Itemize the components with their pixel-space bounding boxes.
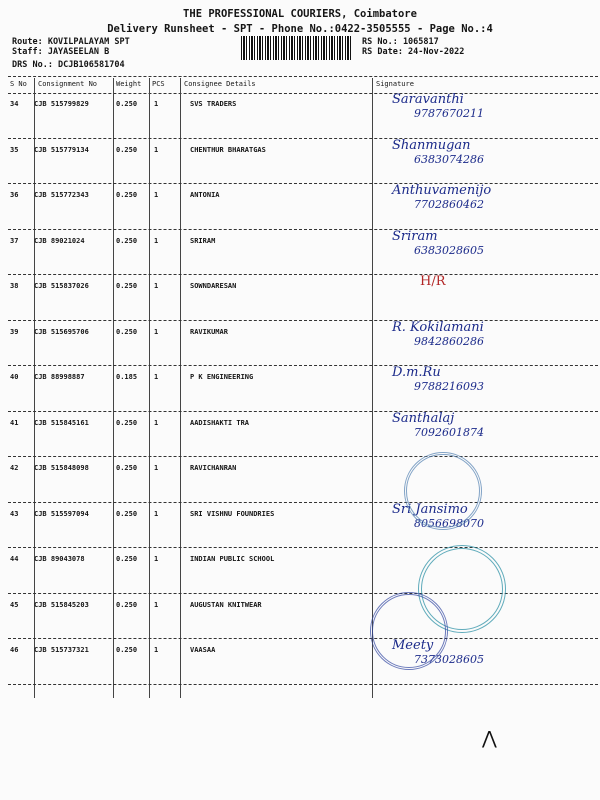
handwritten-signature [392, 138, 484, 166]
row-separator [8, 320, 598, 321]
cell-consignee: VAASAA [190, 646, 216, 654]
row-separator [8, 138, 598, 139]
cell-consignee: AADISHAKTI TRA [190, 418, 250, 427]
signature-name: Sriram [392, 228, 438, 244]
handwritten-signature [392, 365, 484, 393]
col-consignment: Consignment No [38, 80, 98, 88]
cell-sno: 42 [10, 464, 19, 472]
cell-sno: 46 [10, 646, 19, 654]
cell-weight: 0.250 [116, 327, 138, 336]
handwritten-signature [392, 92, 484, 120]
cell-sno: 44 [10, 555, 19, 563]
row-separator [8, 547, 598, 548]
cell-consignment: CJB 515837026 [34, 282, 89, 290]
signature-name: R. Kokilamani [392, 319, 484, 335]
cell-consignee: RAVIKUMAR [190, 327, 228, 336]
header-rule-top [8, 76, 598, 77]
knitwear-stamp [370, 592, 448, 670]
signature-phone: 6383028605 [414, 243, 484, 257]
signature-name: D.m.Ru [392, 365, 441, 380]
table-row [8, 419, 598, 433]
cell-consignment: CJB 515848098 [34, 464, 89, 472]
cell-consignment: CJB 89043078 [34, 555, 85, 563]
cell-consignee: P K ENGINEERING [190, 373, 254, 381]
table-row [8, 464, 598, 478]
cell-sno: 36 [10, 191, 19, 199]
cell-weight: 0.250 [116, 555, 138, 563]
signature-phone: 7702860462 [414, 198, 484, 211]
row-separator [8, 593, 598, 594]
cell-sno: 37 [10, 236, 19, 245]
cell-consignee: SVS TRADERS [190, 100, 237, 108]
row-separator [8, 502, 598, 503]
table-row [8, 282, 598, 296]
col-pcs: PCS [152, 80, 165, 88]
cell-pcs: 1 [154, 191, 159, 199]
cell-pcs: 1 [154, 145, 159, 154]
cell-weight: 0.250 [116, 464, 138, 472]
cell-weight: 0.250 [116, 509, 138, 518]
cell-sno: 38 [10, 282, 19, 290]
cell-weight: 0.250 [116, 100, 138, 108]
cell-consignee: ANTONIA [190, 191, 220, 199]
handwritten-signature [420, 274, 446, 289]
col-consignee: Consignee Details [184, 80, 256, 88]
row-separator [8, 229, 598, 230]
cell-pcs: 1 [154, 418, 159, 427]
signature-name: H/R [420, 274, 446, 289]
cell-weight: 0.250 [116, 145, 138, 154]
handwritten-signature [392, 411, 484, 439]
cell-weight: 0.250 [116, 646, 138, 654]
cell-pcs: 1 [154, 100, 159, 108]
drs-number: DRS No.: DCJB106581704 [12, 60, 125, 70]
cell-weight: 0.250 [116, 236, 138, 245]
signature-phone: 9787670211 [414, 107, 484, 120]
cell-sno: 34 [10, 100, 19, 108]
cell-pcs: 1 [154, 509, 159, 518]
cell-pcs: 1 [154, 464, 159, 472]
signature-name: Saravanthi [392, 92, 464, 107]
signature-phone: 9842860286 [414, 334, 484, 348]
cell-consignment: CJB 515779134 [34, 145, 89, 154]
table-row [8, 601, 598, 615]
staff-label: Staff: JAYASEELAN B [12, 47, 110, 57]
cell-consignee: CHENTHUR BHARATGAS [190, 145, 266, 154]
cell-consignment: CJB 515845161 [34, 418, 89, 427]
cell-sno: 41 [10, 418, 19, 427]
page-title: THE PROFESSIONAL COURIERS, Coimbatore [183, 8, 417, 20]
cell-consignee: INDIAN PUBLIC SCHOOL [190, 555, 275, 563]
page-subtitle: Delivery Runsheet - SPT - Phone No.:0422-3505555 - Page No.:4 [107, 23, 493, 35]
route-label: Route: KOVILPALAYAM SPT [12, 37, 130, 47]
cell-sno: 45 [10, 600, 19, 609]
cell-pcs: 1 [154, 236, 159, 245]
cell-pcs: 1 [154, 600, 159, 609]
table-row [8, 237, 598, 251]
signature-phone: 7373028605 [414, 653, 484, 666]
handwritten-signature [392, 183, 491, 211]
table-row [8, 146, 598, 160]
table-row [8, 191, 598, 205]
table-row [8, 555, 598, 569]
cell-weight: 0.250 [116, 191, 138, 199]
barcode [241, 36, 351, 60]
handwritten-signature [392, 320, 484, 348]
cell-consignee: AUGUSTAN KNITWEAR [190, 600, 262, 609]
cell-consignment: CJB 515845203 [34, 600, 89, 609]
signature-phone: 6383074286 [414, 152, 484, 166]
row-separator [8, 365, 598, 366]
cell-weight: 0.185 [116, 373, 138, 381]
check-mark-icon: ⋀ [482, 728, 497, 749]
cell-consignment: CJB 515695706 [34, 327, 89, 336]
row-separator [8, 183, 598, 184]
rs-date: RS Date: 24-Nov-2022 [362, 47, 465, 57]
signature-name: Santhalaj [392, 410, 455, 426]
cell-weight: 0.250 [116, 282, 138, 290]
table-row [8, 646, 598, 660]
rs-number: RS No.: 1065817 [362, 37, 439, 47]
header-rule-bottom [8, 93, 598, 94]
cell-sno: 40 [10, 373, 19, 381]
cell-consignee: SRIRAM [190, 236, 216, 245]
cell-pcs: 1 [154, 555, 159, 563]
signature-phone: 7092601874 [414, 425, 484, 439]
signature-phone: 9788216093 [414, 380, 484, 393]
cell-weight: 0.250 [116, 418, 138, 427]
row-separator [8, 638, 598, 639]
cell-pcs: 1 [154, 373, 159, 381]
cell-pcs: 1 [154, 282, 159, 290]
cell-weight: 0.250 [116, 600, 138, 609]
cell-consignee: SOWNDARESAN [190, 282, 237, 290]
row-separator [8, 684, 598, 685]
cell-consignment: CJB 515737321 [34, 646, 89, 654]
col-signature: Signature [376, 80, 414, 88]
cell-consignment: CJB 515597094 [34, 509, 89, 518]
table-row [8, 510, 598, 524]
signature-name: Anthuvamenijo [392, 183, 492, 198]
cell-consignee: RAVICHANRAN [190, 464, 237, 472]
table-row [8, 328, 598, 342]
row-separator [8, 456, 598, 457]
row-separator [8, 411, 598, 412]
table-row [8, 100, 598, 114]
signature-name: Shanmugan [392, 137, 471, 153]
col-weight: Weight [116, 80, 142, 88]
cell-pcs: 1 [154, 646, 159, 654]
table-header [8, 80, 598, 92]
signature-phone: 8056698070 [414, 516, 484, 530]
cell-consignment: CJB 515799829 [34, 100, 89, 108]
cell-consignee: SRI VISHNU FOUNDRIES [190, 509, 275, 518]
cell-sno: 35 [10, 145, 19, 154]
cell-consignment: CJB 88998887 [34, 373, 85, 381]
cell-consignment: CJB 89021024 [34, 236, 85, 245]
courier-stamp [404, 452, 482, 530]
col-sno: S No [10, 80, 27, 88]
table-row [8, 373, 598, 387]
signature-name: Sri Jansimo [392, 501, 468, 517]
cell-sno: 39 [10, 327, 19, 336]
cell-consignment: CJB 515772343 [34, 191, 89, 199]
signature-name: Meety [392, 638, 434, 653]
handwritten-signature [392, 229, 484, 257]
cell-pcs: 1 [154, 327, 159, 336]
cell-sno: 43 [10, 509, 19, 518]
row-separator [8, 274, 598, 275]
